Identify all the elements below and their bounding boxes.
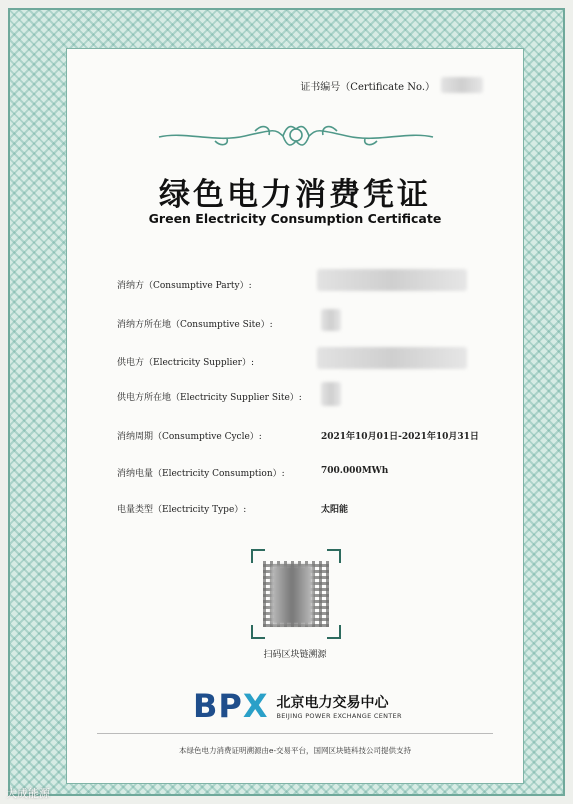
certificate-body bbox=[66, 48, 524, 784]
qr-redacted bbox=[271, 565, 313, 625]
certificate-number-label: 证书编号（Certificate No.） bbox=[300, 81, 435, 93]
qr-corner bbox=[327, 625, 341, 639]
field-label: 消纳周期（Consumptive Cycle）: bbox=[117, 432, 262, 442]
field-redacted bbox=[317, 269, 467, 291]
logo-name-english: BEIJING POWER EXCHANGE CENTER bbox=[276, 712, 402, 720]
watermark: 大成能源 bbox=[6, 787, 50, 800]
logo-mark: BPX bbox=[193, 687, 269, 725]
field-redacted bbox=[317, 347, 467, 369]
certificate-number bbox=[300, 77, 483, 93]
field-value: 2021年10月01日-2021年10月31日 bbox=[321, 432, 479, 442]
qr-corner bbox=[327, 549, 341, 563]
bpx-logo bbox=[193, 687, 402, 725]
logo-name-chinese: 北京电力交易中心 bbox=[276, 695, 389, 711]
qr-code[interactable] bbox=[251, 549, 341, 639]
field-redacted bbox=[321, 309, 341, 331]
field-label: 供电方所在地（Electricity Supplier Site）: bbox=[117, 393, 302, 403]
field-value: 太阳能 bbox=[321, 505, 349, 515]
title-chinese: 绿色电力消费凭证 bbox=[159, 177, 431, 213]
qr-caption: 扫码区块链溯源 bbox=[263, 650, 327, 660]
footer-divider bbox=[97, 733, 493, 734]
field-label: 供电方（Electricity Supplier）: bbox=[117, 358, 254, 368]
decorative-ornament bbox=[155, 121, 437, 151]
title-english: Green Electricity Consumption Certificate bbox=[148, 211, 442, 226]
field-label: 消纳电量（Electricity Consumption）: bbox=[117, 469, 285, 479]
field-label: 电量类型（Electricity Type）: bbox=[117, 505, 247, 515]
field-label: 消纳方（Consumptive Party）: bbox=[117, 281, 252, 291]
field-label: 消纳方所在地（Consumptive Site）: bbox=[117, 320, 273, 330]
qr-corner bbox=[251, 625, 265, 639]
field-value: 700.000MWh bbox=[321, 466, 389, 476]
footer-note: 本绿色电力消费证明溯源由e-交易平台，国网区块链科技公司提供支持 bbox=[179, 746, 411, 755]
certificate-number-redacted bbox=[441, 77, 483, 93]
certificate-border bbox=[8, 8, 565, 796]
field-redacted bbox=[321, 382, 341, 406]
